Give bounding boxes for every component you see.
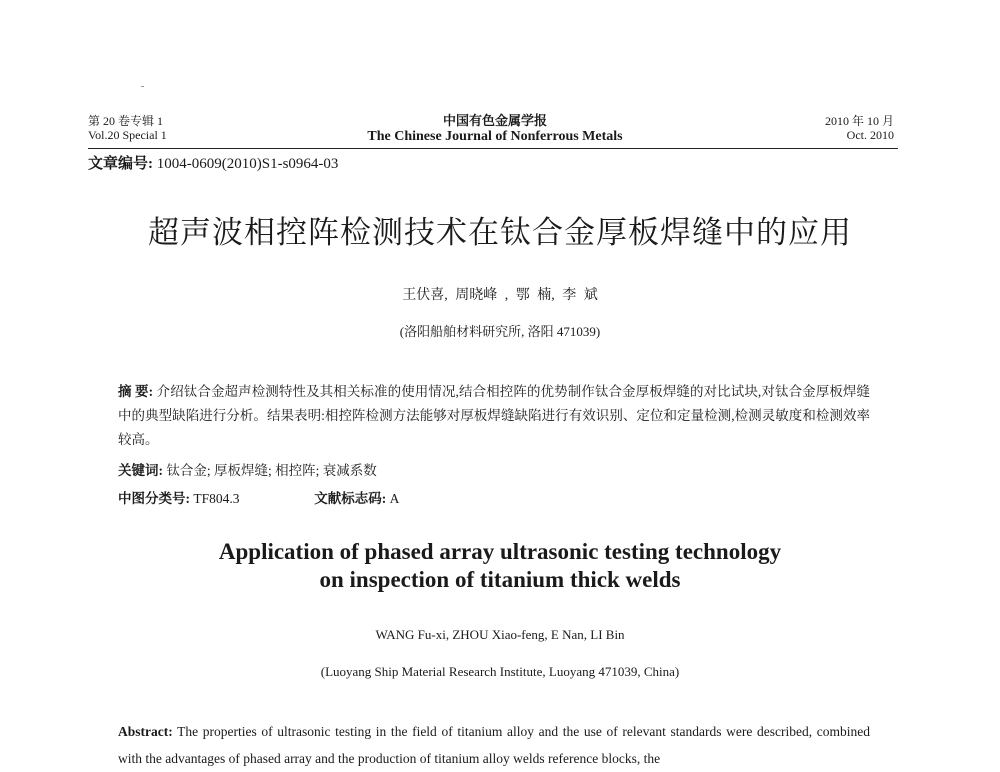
title-en [100, 538, 900, 594]
keywords-label: 关键词: [118, 463, 163, 478]
classification-label: 中图分类号: [118, 491, 190, 506]
classification [118, 489, 399, 509]
document-code-label: 文献标志码: [314, 491, 387, 506]
abstract-en [118, 718, 870, 772]
volume-cn: 第 20 卷专辑 1 [88, 114, 164, 128]
article-number [88, 154, 338, 174]
date-cn: 2010 年 10 月 [824, 114, 894, 128]
title-cn: 超声波相控阵检测技术在钛合金厚板焊缝中的应用 [148, 215, 852, 251]
article-number-label: 文章编号: [88, 156, 153, 172]
abstract-en-text: The properties of ultrasonic testing in the field of titanium alloy and the use of relevant standards were described, combined with the advantages of phased array and the production of titanium alloy welds reference blocks, the [118, 724, 870, 766]
document-code-value: A [389, 491, 400, 506]
keywords [118, 461, 377, 481]
title-en-line2: on inspection of titanium thick welds [319, 567, 681, 592]
keywords-text: 钛合金; 厚板焊缝; 相控阵; 衰减系数 [166, 463, 377, 478]
affiliation-en: (Luoyang Ship Material Research Institute, Luoyang 471039, China) [320, 664, 680, 679]
scan-mark [141, 86, 144, 87]
title-en-line1: Application of phased array ultrasonic testing technology [218, 539, 782, 564]
abstract-cn [118, 380, 870, 452]
authors-cn: 王伏喜, 周晓峰 , 鄂 楠, 李 斌 [402, 288, 598, 303]
classification-value: TF804.3 [193, 491, 240, 506]
date-en: Oct. 2010 [846, 128, 894, 142]
volume-en: Vol.20 Special 1 [88, 128, 167, 142]
header-date [760, 114, 894, 142]
abstract-cn-label: 摘 要: [118, 384, 154, 399]
abstract-en-label: Abstract: [118, 724, 173, 739]
journal-name-en: The Chinese Journal of Nonferrous Metals [367, 129, 623, 144]
header-journal [300, 113, 690, 145]
header-rule [88, 148, 898, 149]
article-number-value: 1004-0609(2010)S1-s0964-03 [156, 156, 339, 172]
affiliation-cn: (洛阳船舶材料研究所, 洛阳 471039) [399, 324, 601, 339]
abstract-cn-text: 介绍钛合金超声检测特性及其相关标准的使用情况,结合相控阵的优势制作钛合金厚板焊缝的对比试块,对钛合金厚板焊缝中的典型缺陷进行分析。结果表明:相控阵检测方法能够对厚板焊缝缺陷进行有效识别、定位和定量检测,检测灵敏度和检测效率较高。 [118, 384, 871, 447]
authors-en: WANG Fu-xi, ZHOU Xiao-feng, E Nan, LI Bin [375, 627, 625, 642]
header-volume [88, 114, 167, 142]
journal-name-cn: 中国有色金属学报 [442, 113, 547, 128]
